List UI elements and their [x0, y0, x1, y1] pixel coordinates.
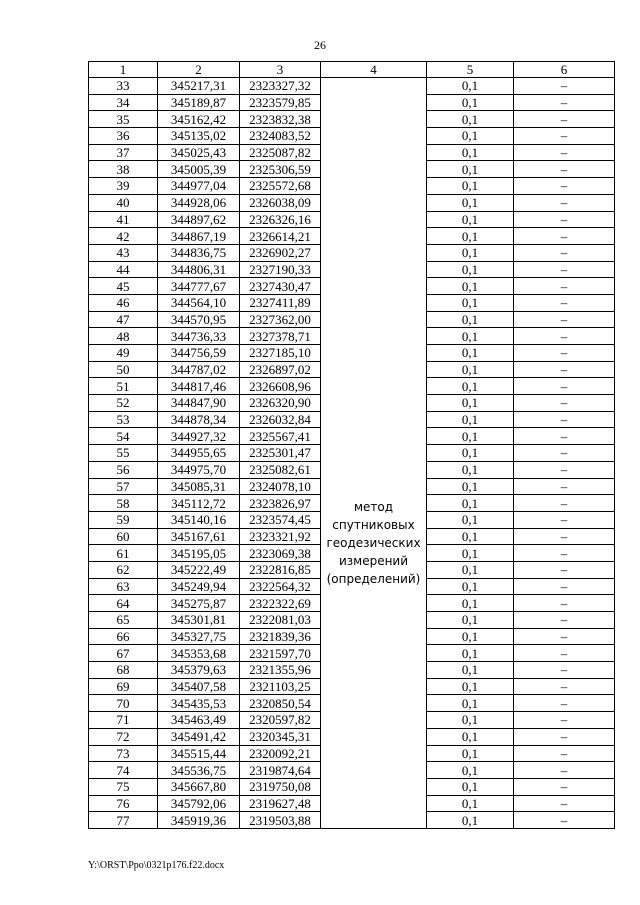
x-coordinate-cell: 345301,81: [158, 612, 240, 629]
accuracy-cell: 0,1: [427, 612, 514, 629]
dash-cell: –: [514, 278, 615, 295]
x-coordinate-cell: 345140,16: [158, 511, 240, 528]
y-coordinate-cell: 2321103,25: [240, 678, 321, 695]
accuracy-cell: 0,1: [427, 461, 514, 478]
dash-cell: –: [514, 578, 615, 595]
dash-cell: –: [514, 294, 615, 311]
y-coordinate-cell: 2321597,70: [240, 645, 321, 662]
point-number-cell: 71: [89, 712, 158, 729]
dash-cell: –: [514, 495, 615, 512]
accuracy-cell: 0,1: [427, 278, 514, 295]
accuracy-cell: 0,1: [427, 411, 514, 428]
table-row: [89, 78, 615, 95]
y-coordinate-cell: 2322816,85: [240, 561, 321, 578]
y-coordinate-cell: 2319874,64: [240, 762, 321, 779]
point-number-cell: 64: [89, 595, 158, 612]
x-coordinate-cell: 344777,67: [158, 278, 240, 295]
accuracy-cell: 0,1: [427, 445, 514, 462]
dash-cell: –: [514, 795, 615, 812]
point-number-cell: 39: [89, 178, 158, 195]
method-text-line: спутниковых: [332, 518, 415, 532]
y-coordinate-cell: 2319750,08: [240, 778, 321, 795]
accuracy-cell: 0,1: [427, 211, 514, 228]
accuracy-cell: 0,1: [427, 395, 514, 412]
point-number-cell: 50: [89, 361, 158, 378]
point-number-cell: 54: [89, 428, 158, 445]
x-coordinate-cell: 344847,90: [158, 395, 240, 412]
x-coordinate-cell: 345463,49: [158, 712, 240, 729]
point-number-cell: 48: [89, 328, 158, 345]
y-coordinate-cell: 2326032,84: [240, 411, 321, 428]
x-coordinate-cell: 344817,46: [158, 378, 240, 395]
point-number-cell: 76: [89, 795, 158, 812]
method-text-line: измерений: [338, 554, 409, 568]
y-coordinate-cell: 2323574,45: [240, 511, 321, 528]
y-coordinate-cell: 2327190,33: [240, 261, 321, 278]
y-coordinate-cell: 2323069,38: [240, 545, 321, 562]
dash-cell: –: [514, 378, 615, 395]
dash-cell: –: [514, 511, 615, 528]
x-coordinate-cell: 345189,87: [158, 94, 240, 111]
y-coordinate-cell: 2322081,03: [240, 612, 321, 629]
accuracy-cell: 0,1: [427, 678, 514, 695]
dash-cell: –: [514, 712, 615, 729]
accuracy-cell: 0,1: [427, 244, 514, 261]
dash-cell: –: [514, 695, 615, 712]
point-number-cell: 43: [89, 244, 158, 261]
point-number-cell: 57: [89, 478, 158, 495]
point-number-cell: 36: [89, 128, 158, 145]
x-coordinate-cell: 344736,33: [158, 328, 240, 345]
accuracy-cell: 0,1: [427, 728, 514, 745]
x-coordinate-cell: 344955,65: [158, 445, 240, 462]
accuracy-cell: 0,1: [427, 745, 514, 762]
dash-cell: –: [514, 345, 615, 362]
point-number-cell: 49: [89, 345, 158, 362]
dash-cell: –: [514, 662, 615, 679]
x-coordinate-cell: 344787,02: [158, 361, 240, 378]
x-coordinate-cell: 345379,63: [158, 662, 240, 679]
accuracy-cell: 0,1: [427, 662, 514, 679]
y-coordinate-cell: 2323321,92: [240, 528, 321, 545]
x-coordinate-cell: 344928,06: [158, 194, 240, 211]
y-coordinate-cell: 2323327,32: [240, 78, 321, 95]
header-col-1: 1: [89, 62, 158, 78]
x-coordinate-cell: 345005,39: [158, 161, 240, 178]
header-col-4: 4: [321, 62, 427, 78]
point-number-cell: 55: [89, 445, 158, 462]
y-coordinate-cell: 2321839,36: [240, 628, 321, 645]
point-number-cell: 73: [89, 745, 158, 762]
dash-cell: –: [514, 178, 615, 195]
point-number-cell: 77: [89, 812, 158, 829]
point-number-cell: 34: [89, 94, 158, 111]
dash-cell: –: [514, 612, 615, 629]
point-number-cell: 74: [89, 762, 158, 779]
point-number-cell: 56: [89, 461, 158, 478]
accuracy-cell: 0,1: [427, 778, 514, 795]
point-number-cell: 58: [89, 495, 158, 512]
dash-cell: –: [514, 161, 615, 178]
y-coordinate-cell: 2325087,82: [240, 144, 321, 161]
dash-cell: –: [514, 128, 615, 145]
dash-cell: –: [514, 728, 615, 745]
accuracy-cell: 0,1: [427, 495, 514, 512]
y-coordinate-cell: 2325082,61: [240, 461, 321, 478]
dash-cell: –: [514, 545, 615, 562]
point-number-cell: 68: [89, 662, 158, 679]
dash-cell: –: [514, 144, 615, 161]
x-coordinate-cell: 345275,87: [158, 595, 240, 612]
dash-cell: –: [514, 111, 615, 128]
point-number-cell: 60: [89, 528, 158, 545]
y-coordinate-cell: 2326320,90: [240, 395, 321, 412]
x-coordinate-cell: 344570,95: [158, 311, 240, 328]
x-coordinate-cell: 344867,19: [158, 228, 240, 245]
x-coordinate-cell: 344927,32: [158, 428, 240, 445]
y-coordinate-cell: 2320345,31: [240, 728, 321, 745]
accuracy-cell: 0,1: [427, 628, 514, 645]
dash-cell: –: [514, 628, 615, 645]
x-coordinate-cell: 345217,31: [158, 78, 240, 95]
point-number-cell: 61: [89, 545, 158, 562]
accuracy-cell: 0,1: [427, 795, 514, 812]
point-number-cell: 75: [89, 778, 158, 795]
x-coordinate-cell: 344806,31: [158, 261, 240, 278]
accuracy-cell: 0,1: [427, 144, 514, 161]
header-col-6: 6: [514, 62, 615, 78]
dash-cell: –: [514, 211, 615, 228]
point-number-cell: 67: [89, 645, 158, 662]
method-cell: [321, 78, 427, 829]
coordinates-table: [88, 61, 615, 829]
dash-cell: –: [514, 778, 615, 795]
accuracy-cell: 0,1: [427, 178, 514, 195]
dash-cell: –: [514, 361, 615, 378]
x-coordinate-cell: 345222,49: [158, 561, 240, 578]
y-coordinate-cell: 2324078,10: [240, 478, 321, 495]
y-coordinate-cell: 2319503,88: [240, 812, 321, 829]
dash-cell: –: [514, 445, 615, 462]
y-coordinate-cell: 2325301,47: [240, 445, 321, 462]
dash-cell: –: [514, 561, 615, 578]
method-text-line: геодезических: [326, 536, 421, 550]
accuracy-cell: 0,1: [427, 261, 514, 278]
y-coordinate-cell: 2321355,96: [240, 662, 321, 679]
accuracy-cell: 0,1: [427, 294, 514, 311]
y-coordinate-cell: 2322564,32: [240, 578, 321, 595]
dash-cell: –: [514, 645, 615, 662]
point-number-cell: 70: [89, 695, 158, 712]
x-coordinate-cell: 344564,10: [158, 294, 240, 311]
accuracy-cell: 0,1: [427, 528, 514, 545]
table-body: [89, 78, 615, 829]
accuracy-cell: 0,1: [427, 161, 514, 178]
y-coordinate-cell: 2326897,02: [240, 361, 321, 378]
point-number-cell: 69: [89, 678, 158, 695]
point-number-cell: 47: [89, 311, 158, 328]
point-number-cell: 62: [89, 561, 158, 578]
dash-cell: –: [514, 328, 615, 345]
y-coordinate-cell: 2324083,52: [240, 128, 321, 145]
x-coordinate-cell: 344975,70: [158, 461, 240, 478]
dash-cell: –: [514, 411, 615, 428]
accuracy-cell: 0,1: [427, 228, 514, 245]
point-number-cell: 53: [89, 411, 158, 428]
dash-cell: –: [514, 194, 615, 211]
x-coordinate-cell: 345249,94: [158, 578, 240, 595]
accuracy-cell: 0,1: [427, 378, 514, 395]
page-number: 26: [314, 38, 326, 52]
x-coordinate-cell: 345195,05: [158, 545, 240, 562]
y-coordinate-cell: 2325306,59: [240, 161, 321, 178]
accuracy-cell: 0,1: [427, 311, 514, 328]
x-coordinate-cell: 345515,44: [158, 745, 240, 762]
table-header-row: [89, 62, 615, 78]
y-coordinate-cell: 2320597,82: [240, 712, 321, 729]
x-coordinate-cell: 345112,72: [158, 495, 240, 512]
accuracy-cell: 0,1: [427, 478, 514, 495]
y-coordinate-cell: 2325572,68: [240, 178, 321, 195]
point-number-cell: 46: [89, 294, 158, 311]
x-coordinate-cell: 344836,75: [158, 244, 240, 261]
accuracy-cell: 0,1: [427, 194, 514, 211]
file-path-footer: Y:\ORST\Ppo\0321p176.f22.docx: [88, 860, 225, 871]
dash-cell: –: [514, 745, 615, 762]
accuracy-cell: 0,1: [427, 78, 514, 95]
header-col-3: 3: [240, 62, 321, 78]
x-coordinate-cell: 345792,06: [158, 795, 240, 812]
dash-cell: –: [514, 461, 615, 478]
accuracy-cell: 0,1: [427, 762, 514, 779]
point-number-cell: 35: [89, 111, 158, 128]
point-number-cell: 45: [89, 278, 158, 295]
y-coordinate-cell: 2327378,71: [240, 328, 321, 345]
method-text-line: метод: [353, 500, 394, 514]
accuracy-cell: 0,1: [427, 645, 514, 662]
dash-cell: –: [514, 528, 615, 545]
point-number-cell: 59: [89, 511, 158, 528]
dash-cell: –: [514, 94, 615, 111]
y-coordinate-cell: 2327411,89: [240, 294, 321, 311]
point-number-cell: 44: [89, 261, 158, 278]
accuracy-cell: 0,1: [427, 511, 514, 528]
x-coordinate-cell: 345491,42: [158, 728, 240, 745]
y-coordinate-cell: 2323832,38: [240, 111, 321, 128]
x-coordinate-cell: 345435,53: [158, 695, 240, 712]
accuracy-cell: 0,1: [427, 812, 514, 829]
dash-cell: –: [514, 311, 615, 328]
point-number-cell: 72: [89, 728, 158, 745]
accuracy-cell: 0,1: [427, 695, 514, 712]
x-coordinate-cell: 345162,42: [158, 111, 240, 128]
y-coordinate-cell: 2326326,16: [240, 211, 321, 228]
point-number-cell: 63: [89, 578, 158, 595]
point-number-cell: 66: [89, 628, 158, 645]
dash-cell: –: [514, 478, 615, 495]
y-coordinate-cell: 2323579,85: [240, 94, 321, 111]
method-text-line: (определений): [326, 572, 421, 586]
point-number-cell: 41: [89, 211, 158, 228]
dash-cell: –: [514, 812, 615, 829]
y-coordinate-cell: 2323826,97: [240, 495, 321, 512]
x-coordinate-cell: 345135,02: [158, 128, 240, 145]
dash-cell: –: [514, 78, 615, 95]
dash-cell: –: [514, 678, 615, 695]
accuracy-cell: 0,1: [427, 94, 514, 111]
header-col-2: 2: [158, 62, 240, 78]
point-number-cell: 37: [89, 144, 158, 161]
accuracy-cell: 0,1: [427, 345, 514, 362]
y-coordinate-cell: 2326902,27: [240, 244, 321, 261]
accuracy-cell: 0,1: [427, 595, 514, 612]
accuracy-cell: 0,1: [427, 561, 514, 578]
y-coordinate-cell: 2326038,09: [240, 194, 321, 211]
x-coordinate-cell: 345327,75: [158, 628, 240, 645]
x-coordinate-cell: 344897,62: [158, 211, 240, 228]
y-coordinate-cell: 2320850,54: [240, 695, 321, 712]
point-number-cell: 42: [89, 228, 158, 245]
dash-cell: –: [514, 228, 615, 245]
y-coordinate-cell: 2320092,21: [240, 745, 321, 762]
accuracy-cell: 0,1: [427, 328, 514, 345]
point-number-cell: 33: [89, 78, 158, 95]
accuracy-cell: 0,1: [427, 361, 514, 378]
point-number-cell: 52: [89, 395, 158, 412]
point-number-cell: 38: [89, 161, 158, 178]
y-coordinate-cell: 2319627,48: [240, 795, 321, 812]
x-coordinate-cell: 345025,43: [158, 144, 240, 161]
y-coordinate-cell: 2326614,21: [240, 228, 321, 245]
x-coordinate-cell: 345353,68: [158, 645, 240, 662]
y-coordinate-cell: 2327185,10: [240, 345, 321, 362]
y-coordinate-cell: 2327430,47: [240, 278, 321, 295]
point-number-cell: 51: [89, 378, 158, 395]
point-number-cell: 65: [89, 612, 158, 629]
accuracy-cell: 0,1: [427, 128, 514, 145]
dash-cell: –: [514, 595, 615, 612]
dash-cell: –: [514, 244, 615, 261]
point-number-cell: 40: [89, 194, 158, 211]
x-coordinate-cell: 345667,80: [158, 778, 240, 795]
y-coordinate-cell: 2326608,96: [240, 378, 321, 395]
dash-cell: –: [514, 762, 615, 779]
x-coordinate-cell: 345919,36: [158, 812, 240, 829]
accuracy-cell: 0,1: [427, 578, 514, 595]
dash-cell: –: [514, 428, 615, 445]
y-coordinate-cell: 2327362,00: [240, 311, 321, 328]
accuracy-cell: 0,1: [427, 712, 514, 729]
x-coordinate-cell: 344878,34: [158, 411, 240, 428]
y-coordinate-cell: 2322322,69: [240, 595, 321, 612]
accuracy-cell: 0,1: [427, 545, 514, 562]
accuracy-cell: 0,1: [427, 428, 514, 445]
dash-cell: –: [514, 395, 615, 412]
y-coordinate-cell: 2325567,41: [240, 428, 321, 445]
x-coordinate-cell: 345167,61: [158, 528, 240, 545]
x-coordinate-cell: 345407,58: [158, 678, 240, 695]
x-coordinate-cell: 345085,31: [158, 478, 240, 495]
x-coordinate-cell: 344756,59: [158, 345, 240, 362]
accuracy-cell: 0,1: [427, 111, 514, 128]
x-coordinate-cell: 344977,04: [158, 178, 240, 195]
x-coordinate-cell: 345536,75: [158, 762, 240, 779]
header-col-5: 5: [427, 62, 514, 78]
dash-cell: –: [514, 261, 615, 278]
